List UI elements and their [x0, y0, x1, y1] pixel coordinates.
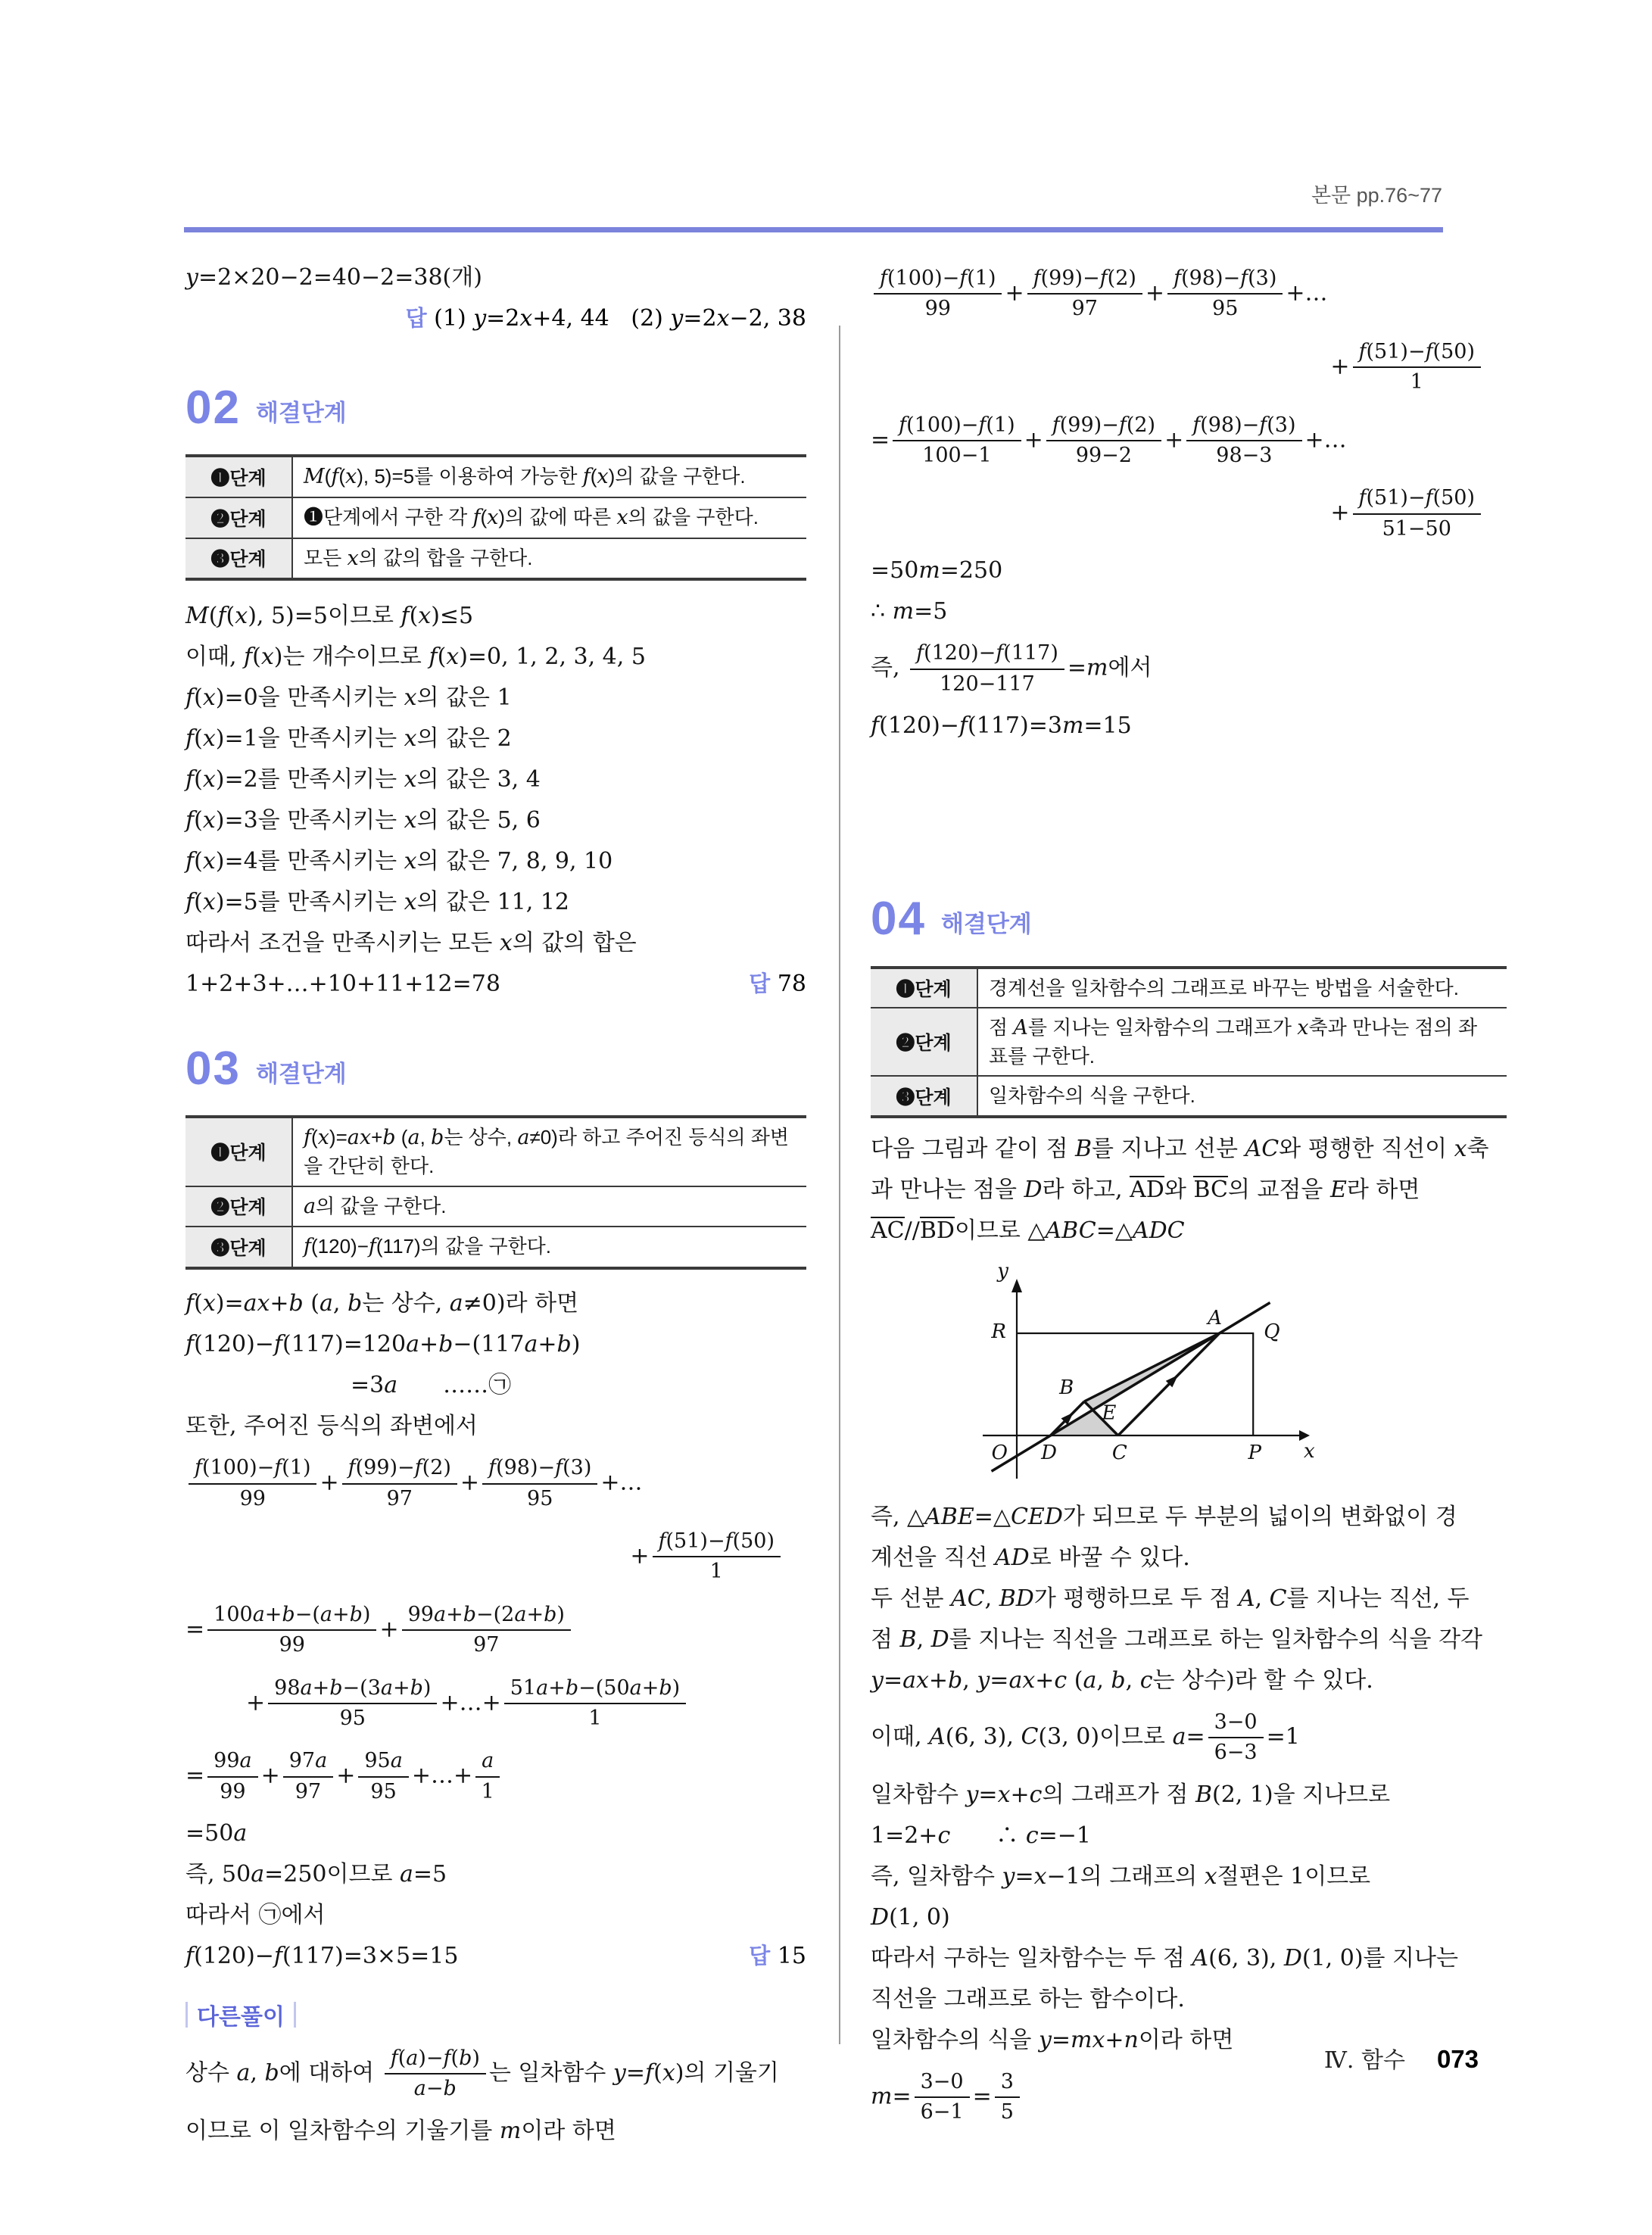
fraction: $\frac{f(100)-f(1)}{99}$ [189, 1456, 316, 1511]
fraction: $\frac{f(98)-f(3)}{95}$ [482, 1456, 597, 1511]
section-heading [871, 892, 1507, 946]
section-number: 04 [871, 893, 926, 946]
solution-line: f(x)=2를 만족시키는 x의 값은 3, 4 [185, 766, 541, 793]
solution-line: + $\frac{f(51)-f(50)}{1}$ [185, 1520, 806, 1594]
spacer [871, 747, 1507, 890]
fraction: $\frac{f(98)-f(3)}{95}$ [1167, 267, 1283, 322]
overline-segment: AD [1130, 1176, 1164, 1203]
solution-line: = $\frac{100a+b-(a+b)}{99}$ + $\frac{99a+b-(2a+b)}{97}$ [185, 1594, 806, 1667]
section-number: 03 [185, 1042, 241, 1095]
steps-table-row [871, 1076, 1507, 1116]
steps-table-row [871, 1008, 1507, 1076]
segment-BA [1084, 1333, 1219, 1401]
fraction: $\frac{3-0}{6-1}$ [915, 2070, 970, 2125]
steps-table-row [185, 1117, 806, 1186]
steps-table-row [185, 1227, 806, 1268]
steps-table-row [185, 538, 806, 580]
solution-line: D(1, 0) [871, 1903, 950, 1931]
step-label: ❸단계 [185, 1227, 292, 1268]
solution-line: y=ax+b, y=ax+c (a, b, c는 상수)라 할 수 있다. [871, 1666, 1373, 1694]
solution-line: ∴ m=5 [871, 598, 948, 625]
solution-line: 이때, A(6, 3), C(3, 0)이므로 a= $\frac{3-0}{6-3}$ =1 [871, 1710, 1300, 1765]
fraction: $\frac{98a+b-(3a+b)}{95}$ [268, 1676, 437, 1732]
answer-label: 답 [749, 972, 771, 997]
fraction: $\frac{51a+b-(50a+b)}{1}$ [504, 1676, 686, 1732]
solution-line: 두 선분 AC, BD가 평행하므로 두 점 A, C를 지나는 직선, 두 [871, 1585, 1470, 1612]
fraction: $\frac{3-0}{6-3}$ [1208, 1710, 1264, 1766]
fraction: $\frac{100a+b-(a+b)}{99}$ [207, 1603, 376, 1658]
step-description: 일차함수의 식을 구한다. [977, 1076, 1507, 1116]
step-label: ❶단계 [871, 968, 977, 1008]
steps-table [185, 454, 806, 581]
solution-line: 과 만나는 점을 D라 하고, AD와 BC의 교점을 E라 하면 [871, 1176, 1420, 1203]
solution-line: 따라서 조건을 만족시키는 모든 x의 값의 합은 [185, 930, 637, 957]
solution-line: + $\frac{f(51)-f(50)}{51-50}$ [871, 477, 1507, 550]
fraction: $\frac{f(a)-f(b)}{a-b}$ [385, 2046, 486, 2102]
solution-line: 즉, $\frac{f(120)-f(117)}{120-117}$ =m에서 [871, 641, 1152, 696]
left-column [185, 257, 806, 2152]
steps-table-row [185, 497, 806, 538]
spacer [185, 1270, 806, 1283]
step-description: 모든 x의 값의 합을 구한다. [292, 538, 806, 580]
spacer [185, 1005, 806, 1040]
solution-line: + $\frac{98a+b-(3a+b)}{95}$ +…+ $\frac{51a+b-(50a+b)}{1}$ [185, 1667, 806, 1741]
point-label-B: B [1059, 1376, 1074, 1399]
step-label: ❷단계 [871, 1008, 977, 1076]
fraction: $\frac{a}{1}$ [475, 1749, 500, 1804]
solution-line: 즉, 일차함수 y=x−1의 그래프의 x절편은 1이므로 [871, 1862, 1371, 1890]
solution-line: f(x)=3을 만족시키는 x의 값은 5, 6 [185, 807, 541, 834]
solution-line: f(x)=5를 만족시키는 x의 값은 11, 12 [185, 889, 569, 916]
solution-line: $\frac{f(100)-f(1)}{99}$ + $\frac{f(99)-f(2)}{97}$ + $\frac{f(98)-f(3)}{95}$ +… [871, 257, 1507, 331]
axis-label-x: x [1304, 1439, 1315, 1463]
fraction: $\frac{f(100)-f(1)}{99}$ [874, 267, 1002, 322]
page-header [1311, 179, 1442, 208]
solution-line: 즉, 50a=250이므로 a=5 [185, 1861, 447, 1888]
point-label-A: A [1208, 1306, 1222, 1329]
alt-solution-label [185, 1998, 806, 2031]
solution-line: $\frac{f(100)-f(1)}{99}$ + $\frac{f(99)-f(2)}{97}$ + $\frac{f(98)-f(3)}{95}$ +… [185, 1447, 806, 1520]
step-label: ❶단계 [185, 1117, 292, 1186]
step-label: ❸단계 [871, 1076, 977, 1116]
solution-line: M(f(x), 5)=5이므로 f(x)≤5 [185, 603, 474, 630]
x-axis-arrow [1299, 1430, 1310, 1441]
point-label-O: O [991, 1441, 1008, 1464]
spacer [185, 339, 806, 379]
fraction: $\frac{f(99)-f(2)}{97}$ [342, 1456, 457, 1511]
right-column [871, 257, 1507, 2134]
step-description: ❶단계에서 구한 각 f(x)의 값에 따른 x의 값을 구한다. [292, 497, 806, 538]
solution-line: = $\frac{f(100)-f(1)}{100-1}$ + $\frac{f(99)-f(2)}{99-2}$ + $\frac{f(98)-f(3)}{98-3}$ +… [871, 413, 1347, 467]
step-description: M(f(x), 5)=5를 이용하여 가능한 f(x)의 값을 구한다. [304, 465, 746, 488]
steps-table-row [185, 1186, 806, 1227]
spacer [185, 435, 806, 454]
step-description: 경계선을 일차함수의 그래프로 바꾸는 방법을 서술한다. [989, 976, 1460, 999]
solution-line: f(x)=4를 만족시키는 x의 값은 7, 8, 9, 10 [185, 848, 613, 875]
section-number: 02 [185, 381, 241, 434]
spacer [871, 1118, 1507, 1129]
point-label-E: E [1102, 1401, 1117, 1425]
fraction: $\frac{f(51)-f(50)}{1}$ [653, 1529, 781, 1585]
solution-line: + $\frac{f(51)-f(50)}{1}$ [871, 331, 1507, 404]
point-label-R: R [991, 1320, 1006, 1343]
section-subtitle: 해결단계 [255, 399, 347, 426]
solution-line: f(120)−f(117)=120a+b−(117a+b) [185, 1331, 581, 1358]
step-description: 점 A를 지나는 일차함수의 그래프가 x축과 만나는 점의 좌표를 구한다. [977, 1008, 1507, 1076]
solution-line: y=2×20−2=40−2=38(개) [185, 264, 482, 291]
point-label-D: D [1041, 1441, 1058, 1464]
steps-table-row [185, 456, 806, 497]
header-page-ref: 본문 pp.76~77 [1311, 184, 1442, 207]
footer-page-number: 073 [1436, 2045, 1479, 2073]
answer-label: 답 [749, 1944, 771, 1969]
answer-chip [749, 1936, 806, 1977]
fraction: $\frac{f(100)-f(1)}{100-1}$ [893, 413, 1021, 469]
spacer [185, 581, 806, 596]
solution-line: f(x)=1을 만족시키는 x의 값은 2 [185, 725, 512, 753]
column-divider [839, 326, 840, 2044]
steps-table [871, 966, 1507, 1118]
solution-line: 따라서 구하는 일차함수는 두 점 A(6, 3), D(1, 0)를 지나는 [871, 1944, 1459, 1972]
fraction: $\frac{f(51)-f(50)}{1}$ [1353, 340, 1481, 395]
step-label: ❸단계 [185, 538, 292, 580]
overline-segment: AC [871, 1217, 905, 1244]
solution-line: = $\frac{99a}{99}$ + $\frac{97a}{97}$ + $\frac{95a}{95}$ +…+ $\frac{a}{1}$ [185, 1740, 806, 1813]
solution-line: f(120)−f(117)=3m=15 [871, 712, 1132, 739]
solution-line: f(x)=0을 만족시키는 x의 값은 1 [185, 684, 512, 712]
section-heading [185, 380, 806, 435]
header-rule [184, 227, 1443, 232]
answer-value: 15 [777, 1943, 806, 1970]
subnote-bar [294, 2002, 296, 2028]
answer-value: 78 [777, 971, 806, 998]
step-label: ❷단계 [185, 497, 292, 538]
subnote-text: 다른풀이 [197, 2005, 285, 2031]
footer-chapter: Ⅳ. 함수 [1323, 2047, 1405, 2074]
step-description: a의 값을 구한다. [292, 1186, 806, 1227]
steps-table [185, 1115, 806, 1270]
spacer [871, 946, 1507, 966]
solution-line-with-answer: f(120)−f(117)=3×5=15 답 15 [185, 1936, 806, 1977]
solution-line: =50a [185, 1820, 248, 1847]
fraction: $\frac{99a}{99}$ [207, 1749, 257, 1804]
answer-chip [185, 298, 806, 339]
section-subtitle: 해결단계 [255, 1060, 347, 1087]
answer-label: 답 [405, 307, 427, 331]
coordinate-figure [924, 1259, 1348, 1486]
solution-line-with-answer [185, 298, 806, 339]
answer-chip [749, 964, 806, 1005]
solution-line: 상수 a, b에 대하여 $\frac{f(a)-f(b)}{a-b}$ 는 일차함수 y=f(x)의 기울기 [185, 2046, 779, 2101]
solution-line: m= $\frac{3-0}{6-1}$ = $\frac{3}{5}$ [871, 2061, 1507, 2134]
solution-line: 점 B, D를 지나는 직선을 그래프로 하는 일차함수의 식을 각각 [871, 1626, 1483, 1653]
fraction: $\frac{99a+b-(2a+b)}{97}$ [402, 1603, 571, 1658]
subnote-bar [185, 2002, 188, 2028]
overline-segment: BD [919, 1217, 955, 1244]
step-description: f(x)=ax+b (a, b는 상수, a≠0)라 하고 주어진 등식의 좌변을 간단히 한다. [304, 1126, 790, 1178]
solution-line: 이므로 이 일차함수의 기울기를 m이라 하면 [185, 2117, 616, 2144]
section-heading [185, 1041, 806, 1096]
fraction: $\frac{f(99)-f(2)}{97}$ [1027, 267, 1142, 322]
spacer [185, 1977, 806, 1995]
figure-svg [924, 1259, 1348, 1486]
steps-table-row [871, 968, 1507, 1008]
solution-line: AC//BD이므로 △ABC=△ADC [871, 1217, 1185, 1244]
solution-line: 일차함수 y=x+c의 그래프가 점 B(2, 1)을 지나므로 [871, 1781, 1391, 1808]
fraction: $\frac{95a}{95}$ [358, 1749, 408, 1804]
fraction: $\frac{f(99)-f(2)}{99-2}$ [1046, 413, 1161, 469]
solution-line: 1=2+c ∴ c=−1 [871, 1822, 1091, 1849]
section-subtitle: 해결단계 [940, 911, 1032, 938]
point-label-Q: Q [1264, 1320, 1280, 1343]
solution-line: 이때, f(x)는 개수이므로 f(x)=0, 1, 2, 3, 4, 5 [185, 644, 646, 671]
line-AD-extended [992, 1302, 1270, 1471]
solution-line: 즉, △ABE=△CED가 되므로 두 부분의 넓이의 변화없이 경 [871, 1503, 1457, 1530]
solution-line-with-answer: 1+2+3+…+10+11+12=78 답 78 [185, 964, 806, 1005]
solution-line: 따라서 ㉠에서 [185, 1902, 326, 1929]
step-label: ❷단계 [185, 1186, 292, 1227]
axis-label-y: y [997, 1259, 1008, 1283]
y-axis-arrow [1011, 1279, 1022, 1292]
fraction: $\frac{f(51)-f(50)}{51-50}$ [1353, 486, 1481, 541]
step-description: f(120)−f(117)의 값을 구한다. [292, 1227, 806, 1268]
fraction: $\frac{97a}{97}$ [283, 1749, 333, 1804]
overline-segment: BC [1193, 1176, 1228, 1203]
point-label-C: C [1111, 1441, 1127, 1464]
solution-line: 일차함수의 식을 y=mx+n이라 하면 [871, 2026, 1234, 2053]
answer-value: (1) y=2x+4, 44 (2) y=2x−2, 38 [434, 305, 806, 332]
point-label-P: P [1248, 1441, 1261, 1464]
solution-line: f(x)=ax+b (a, b는 상수, a≠0)라 하면 [185, 1290, 579, 1317]
fraction: $\frac{3}{5}$ [995, 2070, 1020, 2125]
solution-line: =3a ……㉠ [351, 1372, 512, 1399]
fraction: $\frac{f(98)-f(3)}{98-3}$ [1186, 413, 1301, 469]
page-footer [1324, 2041, 1479, 2074]
solution-line: 직선을 그래프로 하는 함수이다. [871, 1985, 1185, 2012]
spacer [185, 1096, 806, 1115]
step-label: ❶단계 [185, 456, 292, 497]
solution-line: 다음 그림과 같이 점 B를 지나고 선분 AC와 평행한 직선이 x축 [871, 1135, 1489, 1162]
solution-line: 또한, 주어진 등식의 좌변에서 [185, 1413, 478, 1440]
solution-line: 계선을 직선 AD로 바꿀 수 있다. [871, 1544, 1190, 1571]
solution-line: =50m=250 [871, 557, 1003, 584]
fraction: $\frac{f(120)-f(117)}{120-117}$ [910, 641, 1064, 697]
